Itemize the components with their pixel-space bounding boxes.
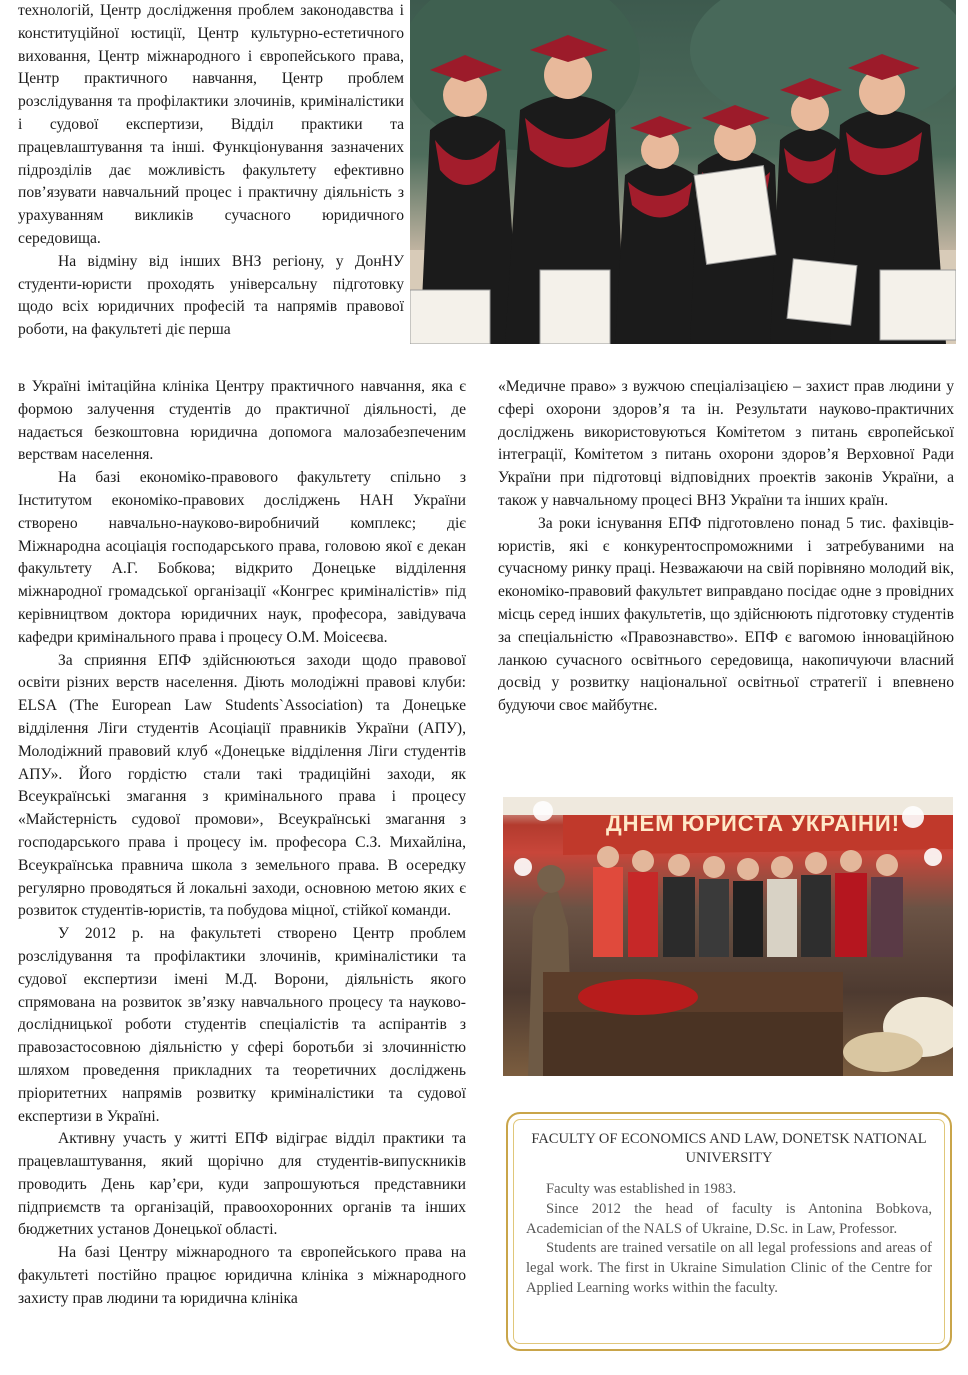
info-box-title: FACULTY OF ECONOMICS AND LAW, DONETSK NATIONAL UNIVERSITY: [531, 1131, 927, 1166]
paragraph: За роки існування ЕПФ підготовлено понад 5 тис. фахівців-юристів, які є конкурентоспроможними і затребуваними на сучасному ринку праці. Незважаючи на свій порівняно молодий вік, економіко-правовий факультет виправдано посідає одне з провідних місць серед інших факультетів, що здійснюють підготовку студентів за спеціальністю «Правознавство». ЕПФ є вагомою інноваційною ланкою сучасного освітнього середовища, накопичуючи власний досвід у розвитку національної освітньої стратегії і впевнено будуючи своє майбутнє.: [498, 514, 954, 715]
paragraph: технологій, Центр дослідження проблем законодавства і конституційної юстиції, Центр культурно-естетичного виховання, Центр міжнародного і європейського права, Центр практичного навчання, Центр проблем розслідування та профілактики злочинів, криміналістики і судової експертизи, Відділ практики та працевлаштування та інші. Функціонування зазначених підрозділів дає можливість факультету ефективно пов’язувати навчальний процес і практичну діяльність з урахуванням викликів сучасного юридичного середовища.: [18, 2, 404, 247]
info-box: [506, 1112, 952, 1351]
lawyers-day-photo: [503, 797, 953, 1076]
info-box-paragraph: Students are trained versatile on all legal professions and areas of legal work. The first in Ukraine Simulation Clinic of the Centre for Applied Learning works within the faculty.: [526, 1240, 932, 1296]
event-illustration: [503, 797, 953, 1076]
paragraph: На базі Центру міжнародного та європейського права на факультеті постійно працює юридична клініка з міжнародного захисту прав людини та юридична клініка: [18, 1244, 466, 1307]
banner-text: ДНЕМ ЮРИСТА УКРАЇНИ!: [605, 811, 901, 836]
info-box-paragraph: Since 2012 the head of faculty is Antonina Bobkova, Academician of the NALS of Ukraine, D.Sc. in Law, Professor.: [526, 1200, 932, 1237]
right-column-main: [498, 376, 954, 718]
graduates-illustration: [410, 0, 956, 344]
paragraph: в Україні імітаційна клініка Центру практичного навчання, яка є формою залучення студентів до практичної діяльності, де надається безкоштовна юридична допомога малозабезпеченим верствам населення.: [18, 378, 466, 464]
paragraph: Активну участь у житті ЕПФ відіграє відділ практики та працевлаштування, який щорічно для студентів-випускників проводить День кар’єри, куди запрошуються представники підприємств та організацій, правоохоронних органів та інших бюджетних установ Донецької області.: [18, 1130, 466, 1239]
paragraph: На відміну від інших ВНЗ регіону, у ДонНУ студенти-юристи проходять універсальну підготовку щодо всіх юридичних професій та напрямів правової роботи, на факультеті діє перша: [18, 252, 404, 339]
paragraph: У 2012 р. на факультеті створено Центр проблем розслідування та профілактики злочинів, криміналістики та судової експертизи імені М.Д. Ворони, діяльність якого спрямована на розвиток зв’язку навчального процесу та науково-дослідницької роботи студентів спеціалістів та аспірантів з правозастосовною діяльністю у сфері боротьби зі злочинністю шляхом проведення прикладних та теоретичних досліджень пріоритетних напрямів розвитку криміналістики та судової експертизи в Україні.: [18, 925, 466, 1125]
paragraph: За сприяння ЕПФ здійснюються заходи щодо правової освіти різних верств населення. Діють молодіжні правові клуби: ELSA (The European Law Students`Association) та Донецьке відділення Ліги студентів Асоціації правників України (АПУ), Молодіжний правовий клуб «Донецьке відділення Ліги студентів АПУ». Його гордістю стали такі традиційні заходи, як Всеукраїнські змагання з кримінального права і процесу «Майстерність судової промови», Всеукраїнські змагання з господарського права і процесу ім. професора С.З. Михайліна, Всеукраїнська правнича школа з земельного права. В осередку регулярно проводяться й локальні заходи, основною метою яких є розвиток студентів-юристів, та побудова міцної, стійкої команди.: [18, 651, 466, 920]
graduates-photo: [410, 0, 956, 344]
info-box-paragraph: Faculty was established in 1983.: [546, 1181, 737, 1197]
left-column-top: [18, 0, 404, 342]
left-column-main: [18, 376, 466, 1311]
paragraph: На базі економіко-правового факультету спільно з Інститутом економіко-правових досліджень НАН України створено навчально-науково-виробничий комплекс; діє Міжнародна асоціація господарського права, головою якої є декан факультету А.Г. Бобкова; відкрито Донецьке відділення міжнародної громадської організації «Конгрес криміналістів» під керівництвом доктора юридичних наук, професора, завідувача кафедри кримінального права і процесу О.М. Моісеєва.: [18, 469, 466, 646]
paragraph: «Медичне право» з вужчою спеціалізацією – захист прав людини у сфері охорони здоров’я та ін. Результати науково-практичних досліджень використовуються Комітетом з питань європейської інтеграції, Комітетом з питань охорони здоров’я Верховної Ради України при підготовці відповідних проектів законів України, а також у навчальному процесі ВНЗ України та інших країн.: [498, 378, 954, 509]
